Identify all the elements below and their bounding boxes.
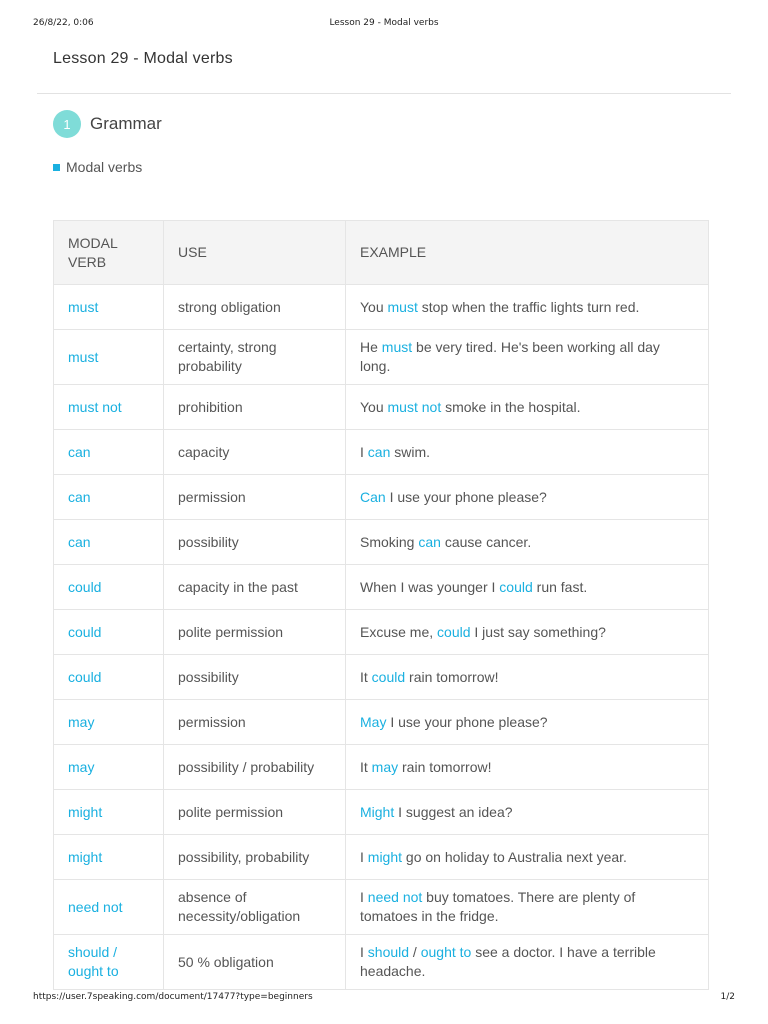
column-header-use: USE [164,221,346,285]
print-url: https://user.7speaking.com/document/17477?type=beginners [33,992,313,1002]
use-cell: permission [164,700,346,745]
example-modal-highlight: can [418,533,441,550]
print-datetime: 26/8/22, 0:06 [33,18,94,28]
modal-verb-cell: might [54,835,164,880]
example-text: rain tomorrow! [405,668,499,685]
example-text: run fast. [532,578,588,595]
example-modal-highlight: must not [387,398,442,415]
example-cell [346,880,709,935]
example-cell [346,520,709,565]
example-text: It [360,668,372,685]
table-row [54,880,709,935]
example-text: He [360,339,382,355]
use-cell: capacity [164,430,346,475]
table-row [54,520,709,565]
table-row [54,655,709,700]
use-cell: possibility / probability [164,745,346,790]
table-row [54,935,709,990]
use-cell: certainty, strong probability [164,330,346,385]
table-row [54,835,709,880]
table-row [54,790,709,835]
table-row [54,330,709,385]
section-number-badge: 1 [53,110,81,138]
use-cell: 50 % obligation [164,935,346,990]
example-text: I [360,944,368,960]
example-text: swim. [390,443,431,460]
example-text: I [360,443,368,460]
modal-verb-cell: could [54,565,164,610]
modal-verbs-table [53,220,709,990]
example-text: I just say something? [470,623,606,640]
subsection-label: Modal verbs [66,159,143,175]
example-text: rain tomorrow! [398,758,492,775]
example-cell [346,745,709,790]
example-modal-highlight: can [367,443,391,460]
example-cell [346,330,709,385]
table-row [54,610,709,655]
example-cell [346,285,709,330]
table-row [54,385,709,430]
example-modal-highlight: could [499,578,533,595]
section-title: Grammar [90,114,162,133]
example-text: cause cancer. [440,533,532,550]
modal-verb-cell: may [54,745,164,790]
square-bullet-icon [53,164,60,171]
example-modal-highlight: might [367,848,403,865]
divider [37,93,731,94]
section-header [53,109,162,139]
use-cell: absence of necessity/obligation [164,880,346,935]
example-text: stop when the traffic lights turn red. [417,298,640,315]
use-cell: permission [164,475,346,520]
example-cell [346,700,709,745]
example-text: I [360,848,368,865]
example-cell [346,835,709,880]
example-text: I suggest an idea? [394,803,513,820]
print-header [0,18,768,32]
example-cell [346,655,709,700]
example-text: / [409,944,421,960]
modal-verb-cell: can [54,475,164,520]
print-footer [0,992,768,1006]
table-row [54,745,709,790]
modal-verb-cell: must [54,285,164,330]
example-modal-highlight: Can [360,488,386,505]
example-modal-highlight: must [381,339,413,355]
modal-verb-cell: could [54,655,164,700]
use-cell: possibility [164,655,346,700]
example-cell [346,790,709,835]
table-row [54,285,709,330]
subsection-heading [53,159,142,175]
example-text: When I was younger I [360,578,500,595]
example-text: You [360,298,388,315]
modal-verb-cell: must not [54,385,164,430]
use-cell: possibility, probability [164,835,346,880]
example-modal-highlight: should [367,944,410,960]
example-modal-highlight: May [360,713,387,730]
use-cell: prohibition [164,385,346,430]
modal-verb-cell: can [54,430,164,475]
modal-verb-cell: may [54,700,164,745]
use-cell: possibility [164,520,346,565]
example-text: go on holiday to Australia next year. [402,848,627,865]
example-text: I use your phone please? [386,713,548,730]
table-row [54,475,709,520]
modal-verb-cell: can [54,520,164,565]
example-cell [346,935,709,990]
example-modal-highlight: could [437,623,471,640]
example-modal-highlight: must [387,298,418,315]
column-header-modal-verb: MODAL VERB [54,221,164,285]
example-text: I [360,889,368,905]
example-cell [346,430,709,475]
example-text: buy tomatoes. There are plenty of tomatoes in the fridge. [360,889,636,924]
example-cell [346,565,709,610]
use-cell: capacity in the past [164,565,346,610]
table-row [54,700,709,745]
column-header-example: EXAMPLE [346,221,709,285]
use-cell: polite permission [164,610,346,655]
use-cell: polite permission [164,790,346,835]
example-cell [346,610,709,655]
example-modal-highlight: could [371,668,406,685]
example-text: be very tired. He's been working all day long. [360,339,660,374]
modal-verb-cell: might [54,790,164,835]
example-text: Smoking [360,533,419,550]
modal-verb-cell: need not [54,880,164,935]
example-modal-highlight: ought to [420,944,472,960]
table-row [54,430,709,475]
table-row [54,565,709,610]
example-cell [346,385,709,430]
modal-verb-cell: could [54,610,164,655]
modal-verb-cell: must [54,330,164,385]
example-text: smoke in the hospital. [441,398,581,415]
modal-verb-cell: should / ought to [54,935,164,990]
example-modal-highlight: need not [367,889,423,905]
example-text: You [360,398,388,415]
example-text: It [360,758,372,775]
print-title: Lesson 29 - Modal verbs [329,18,439,28]
example-text: Excuse me, [360,623,438,640]
example-text: I use your phone please? [385,488,547,505]
lesson-title: Lesson 29 - Modal verbs [53,50,233,67]
example-text: see a doctor. I have a terrible headache. [360,944,656,979]
example-cell [346,475,709,520]
example-modal-highlight: may [371,758,399,775]
use-cell: strong obligation [164,285,346,330]
page-number: 1/2 [720,992,735,1002]
example-modal-highlight: Might [360,803,395,820]
table-body [54,285,709,990]
table-header-row [54,221,709,285]
